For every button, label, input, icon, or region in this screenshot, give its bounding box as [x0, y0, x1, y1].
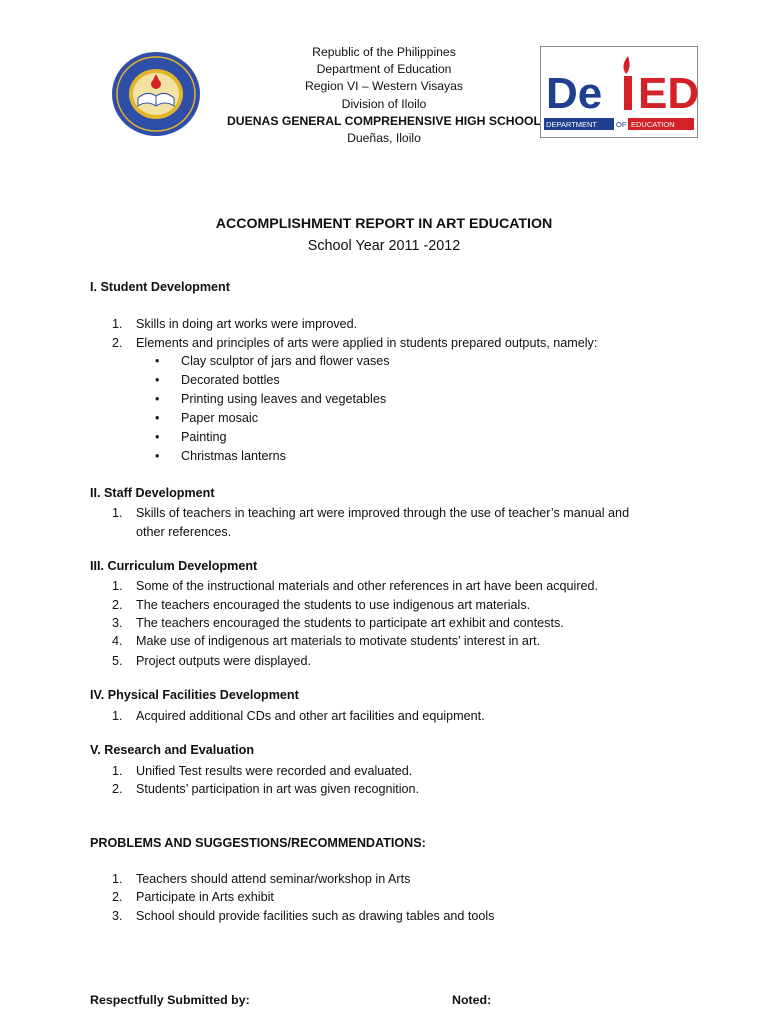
- header-department: Department of Education: [316, 62, 452, 77]
- svg-text:DEPARTMENT: DEPARTMENT: [546, 120, 597, 129]
- report-title: ACCOMPLISHMENT REPORT IN ART EDUCATION: [215, 216, 553, 232]
- section-heading-physical-facilities: IV. Physical Facilities Development: [90, 688, 299, 702]
- school-seal-logo: [110, 50, 202, 138]
- svg-text:ED: ED: [638, 69, 698, 118]
- list-item: 1. Acquired additional CDs and other art facilities and equipment.: [112, 709, 485, 723]
- deped-logo: [540, 46, 698, 138]
- list-item: 3. The teachers encouraged the students to participate art exhibit and contests.: [112, 616, 564, 630]
- school-header: [200, 44, 568, 147]
- list-item: 1. Teachers should attend seminar/workshop in Arts: [112, 872, 411, 886]
- header-school-name: DUENAS GENERAL COMPREHENSIVE HIGH SCHOOL: [227, 113, 541, 128]
- submitted-by-label: Respectfully Submitted by:: [90, 993, 250, 1007]
- school-year: School Year 2011 -2012: [307, 238, 461, 254]
- svg-text:OF: OF: [616, 120, 627, 129]
- svg-text:EDUCATION: EDUCATION: [631, 120, 675, 129]
- svg-text:De: De: [546, 69, 603, 118]
- section-heading-student-development: I. Student Development: [90, 280, 230, 294]
- section-heading-staff-development: II. Staff Development: [90, 486, 215, 500]
- list-item: 2. The teachers encouraged the students to use indigenous art materials.: [112, 598, 531, 612]
- list-item: 2. Students’ participation in art was given recognition.: [112, 782, 420, 796]
- header-division: Division of Iloilo: [341, 96, 427, 111]
- list-item: 4. Make use of indigenous art materials to motivate students’ interest in art.: [112, 634, 541, 648]
- list-item: 2. Participate in Arts exhibit: [112, 890, 274, 904]
- list-item: 5. Project outputs were displayed.: [112, 654, 312, 668]
- list-item: 1. Some of the instructional materials and other references in art have been acquired.: [112, 579, 599, 593]
- list-item: 1. Skills in doing art works were improved.: [112, 317, 358, 331]
- noted-label: Noted:: [452, 993, 492, 1007]
- list-item: 1. Skills of teachers in teaching art were improved through the use of teacher’s manual and other references.: [112, 506, 630, 539]
- problems-heading: PROBLEMS AND SUGGESTIONS/RECOMMENDATIONS:: [90, 836, 426, 850]
- list-item: 2. Elements and principles of arts were applied in students prepared outputs, namely:: [112, 336, 598, 350]
- list-item: 3. School should provide facilities such as drawing tables and tools: [112, 909, 495, 923]
- list-item: 1. Unified Test results were recorded and evaluated.: [112, 764, 413, 778]
- section-heading-research-evaluation: V. Research and Evaluation: [90, 743, 255, 757]
- header-republic: Republic of the Philippines: [312, 45, 456, 59]
- header-location: Dueñas, Iloilo: [347, 131, 421, 146]
- header-region: Region VI – Western Visayas: [304, 79, 464, 94]
- section-heading-curriculum-development: III. Curriculum Development: [90, 559, 258, 573]
